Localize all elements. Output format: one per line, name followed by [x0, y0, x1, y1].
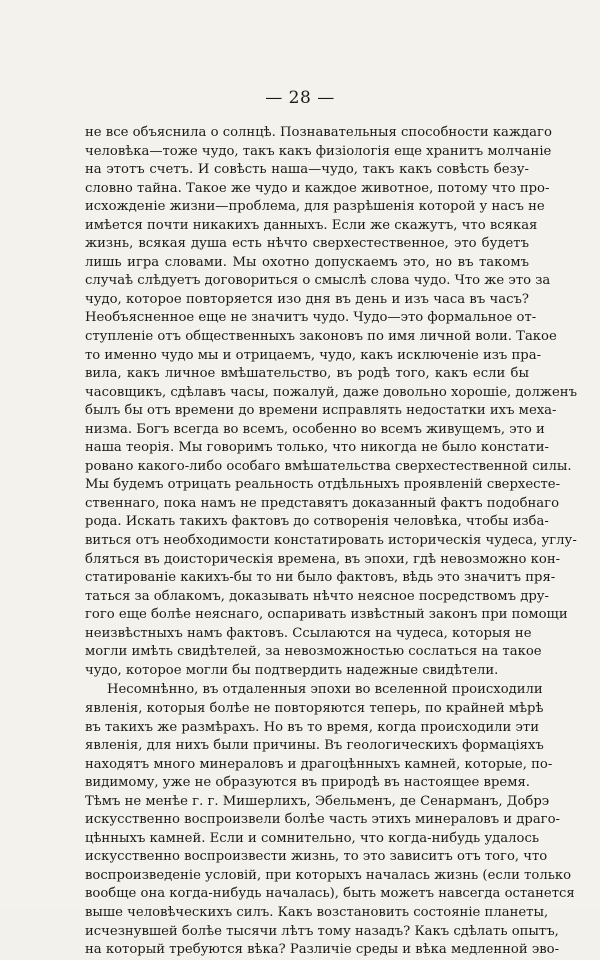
text-line: явленія, которыя болѣе не повторяются теперь, по крайней мѣрѣ [85, 700, 544, 716]
text-line: цѣнныхъ камней. Если и сомнительно, что когда-нибудь удалось [85, 830, 540, 846]
text-line: искусственно воспроизвести жизнь, то это зависитъ отъ того, что [85, 849, 548, 865]
text-line: жизнь, всякая душа есть нѣчто сверхестественное, это будетъ [85, 236, 529, 252]
text-line: вообще она когда-нибудь началась), быть можетъ навсегда останется [85, 886, 575, 902]
text-line: Тѣмъ не менѣе г. г. Мишерлихъ, Эбельменъ, де Сенарманъ, Добрэ [85, 793, 550, 809]
text-line: Несомнѣнно, въ отдаленныя эпохи во вселенной происходили [107, 682, 543, 698]
text-line: исхожденіе жизни—проблема, для разрѣшенія которой у насъ не [85, 199, 545, 215]
text-line: выше человѣческихъ силъ. Какъ возстановить состояніе планеты, [85, 904, 549, 920]
text-line: низма. Богъ всегда во всемъ, особенно во всемъ живущемъ, это и [85, 421, 545, 437]
text-line: имѣется почти никакихъ данныхъ. Если же скажутъ, что всякая [85, 217, 538, 233]
text-line: могли имѣть свидѣтелей, за невозможностью сослаться на такое [85, 644, 542, 660]
text-line: ственнаго, пока намъ не представятъ доказанный фактъ подобнаго [85, 495, 560, 511]
text-line: Мы будемъ отрицать реальность отдѣльныхъ проявленій сверхесте- [85, 477, 561, 493]
text-line: чудо, которое могли бы подтвердить надежные свидѣтели. [85, 662, 499, 678]
text-line: виться отъ необходимости констатировать историческія чудеса, углу- [85, 533, 577, 549]
text-line: воспроизведеніе условій, при которыхъ началась жизнь (если только [85, 867, 572, 883]
paragraph-1 [85, 124, 577, 680]
text-line: на этотъ счетъ. И совѣсть наша—чудо, такъ какъ совѣсть безу- [85, 162, 529, 178]
page-body-text [85, 124, 577, 960]
page-number: — 28 — [265, 88, 335, 108]
text-line: словно тайна. Такое же чудо и каждое животное, потому что про- [85, 180, 550, 196]
text-line: то именно чудо мы и отрицаемъ, чудо, какъ исключеніе изъ пра- [85, 347, 542, 363]
text-line: искусственно воспроизвели болѣе часть этихъ минераловъ и драго- [85, 812, 560, 828]
text-line: статированіе какихъ-бы то ни было фактовъ, вѣдь это значитъ пря- [85, 570, 556, 586]
text-line: былъ бы отъ времени до времени исправлять недостатки ихъ меха- [85, 403, 557, 419]
text-line: ровано какого-либо особаго вмѣшательства сверхестественной силы. [85, 458, 572, 474]
paragraph-2 [85, 681, 575, 959]
text-line: на который требуются вѣка? Различіе среды и вѣка медленной эво- [85, 942, 560, 958]
text-line: видимому, уже не образуются въ природѣ въ настоящее время. [85, 775, 530, 791]
text-line: Необъясненное еще не значитъ чудо. Чудо—это формальное от- [85, 310, 537, 326]
text-line: вила, какъ личное вмѣшательство, въ родѣ того, какъ если бы [85, 366, 529, 382]
text-line: ступленіе отъ общественныхъ законовъ по имя личной воли. Такое [85, 329, 557, 345]
text-line: неизвѣстныхъ намъ фактовъ. Ссылаются на чудеса, которыя не [85, 625, 532, 641]
text-line: гого еще болѣе неяснаго, оспаривать извѣстный законъ при помощи [85, 607, 568, 623]
text-line: часовщикъ, сдѣлавъ часы, пожалуй, даже довольно хорошіе, долженъ [85, 384, 577, 400]
text-line: чудо, которое повторяется изо дня въ день и изъ часа въ часъ? [85, 291, 529, 307]
text-line: не все объяснила о солнцѣ. Познавательныя способности каждаго [85, 125, 552, 140]
text-line: лишь игра словами. Мы охотно допускаемъ это, но въ такомъ [85, 254, 529, 270]
text-line: явленія, для нихъ были причины. Въ геологическихъ формаціяхъ [85, 738, 544, 754]
text-line: человѣка—тоже чудо, такъ какъ физіологія еще хранитъ молчаніе [85, 143, 552, 159]
text-line: таться за облакомъ, доказывать нѣчто неясное посредствомъ дру- [85, 588, 549, 604]
text-line: находятъ много минераловъ и драгоцѣнныхъ камней, которые, по- [85, 756, 553, 772]
text-line: въ такихъ же размѣрахъ. Но въ то время, когда происходили эти [85, 719, 539, 735]
text-line: исчезнувшей болѣе тысячи лѣтъ тому назадъ? Какъ сдѣлать опытъ, [85, 923, 559, 939]
text-line: рода. Искать такихъ фактовъ до сотворенія человѣка, чтобы изба- [85, 514, 549, 530]
text-line: наша теорія. Мы говоримъ только, что никогда не было констати- [85, 440, 549, 456]
text-line: бляться въ доисторическія времена, въ эпохи, гдѣ невозможно кон- [85, 551, 561, 567]
text-line: случаѣ слѣдуетъ договориться о смыслѣ слова чудо. Что же это за [85, 273, 551, 289]
